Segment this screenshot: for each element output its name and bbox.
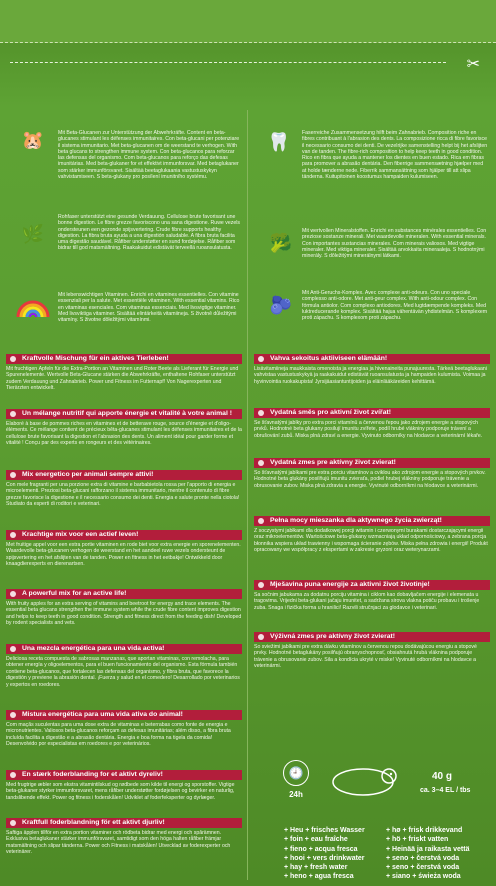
feeding-item: + foin + eau fraîche xyxy=(284,836,348,844)
portion-dose: ca. 3–4 EL / tbs xyxy=(420,787,471,794)
section-text: Com maçãs suculentas para uma dose extra de vitaminas e beterrabas como fonte de energia e micronutrientes. Valiosos beta-glucanos reforçam as defesas imunitárias; além disso, a fibra bruta incluída facilita a digestão e a abrasão dentária. Energia e boa forma na tigela da comida! Desenvolvido por especialistas em roedores e por veterinários. xyxy=(6,722,231,748)
benefit-block: Mit lebenswichtigen Vitaminen. Enrichi en vitamines essentielles. Con vitamine essenziali per la salute. Met essentiële vitaminen. With essential vitamins. Rico en vitaminas esenciales. Com vitaminas essenciais. Med livsvigtige vitaminer. Med livsviktiga vitaminer. Sisältää elintärkeitä vitamiineja. S životně důležitými vitamíny. S životne dôležitými vitamínmi. xyxy=(58,292,240,324)
feeding-list-right xyxy=(386,826,469,882)
feeding-item: + hooi + vers drinkwater xyxy=(284,854,365,862)
top-seal-strip xyxy=(0,0,496,43)
section-text: Élaboré à base de pommes riches en vitamines et de betterave rouge, source d'énergie et d'oligo-éléments. Ce mélange contient de précieux bêta-glucanes stimulant les défenses immunitaires et de la cellulose brute favorisant la digestion et l'abrasion des dents. Un aliment idéal pour garder forme et vitalité ! Conçu par des experts en rongeurs et des vétérinaires. xyxy=(6,421,242,447)
section-text: Z soczystymi jabłkami dla dodatkowej porcji witamin i czerwonymi burakami dostarczającymi energii oraz mikroelementów. Wartościowe beta-glukany wzmacniają układ odpornościowy, a zebrana porcja błonnika wspiera układ trawienny i wspomaga ścieranie zębów. Miska pełna zdrowia i energii! Produkt opracowany we współpracy z ekspertami w zakresie gryzoni oraz weterynarzami. xyxy=(254,528,488,554)
section-title: Vydatná zmes pre aktívny život zvierat! xyxy=(254,458,490,468)
feeding-item: + siano + świeża woda xyxy=(386,873,461,881)
benefit-block: Rohfaser unterstützt eine gesunde Verdauung. Cellulose brute favorisant une bonne digestion. Le fibre grezze favoriscono una sana digestione. Ruwe vezels ondersteunen een gezonde spijsvertering. Crude fibre supports healthy digestion. La fibra bruta ayuda a una digestión saludable. A fibra bruta facilita uma digestão saudável. Råfiber understøtter en sund fordøjelse. Råfiber som bidrar till god matsmältning. Raakakuidut edistävät terveellä ruoansulatusta. xyxy=(58,214,240,252)
portion-weight: 40 g xyxy=(432,771,453,782)
feeding-item: + fieno + acqua fresca xyxy=(284,845,358,853)
section-title: Una mezcla energética para una vida activa! xyxy=(6,644,242,654)
benefit-block: Mit Anti-Geruchs-Komplex. Avec complexe anti-odeurs. Con uno speciale complesso anti-odore. Met anti-geur complex. With anti-odour complex. Con fórmula antiolor. Com complexo antiodores. Med lugtdæmpende kompleks. Med luktreducerande komplex. Sisältää hajua vähentävän yhdistelmän. S komplexem proti zápachu. S komplexom proti zápachu. xyxy=(302,290,488,322)
section-text: So sviežimi jablkami pre extra dávku vitamínov a červenou repou dodávajúcou energiu a stopové prvky. Hodnotné betaglukány posilňujú obranyschopnosť, obsiahnutá hrubá vláknina podporuje trávenie a obrusovanie zubov. Sila a kondícia ukryté v miske! Vyvinuté odborníkmi na hlodavce a veterinármi. xyxy=(254,644,477,670)
section-title: Mješavina puna energije za aktivni život životinje! xyxy=(254,580,490,590)
feeding-time-info xyxy=(283,760,309,799)
vegetables-icon: 🥦 xyxy=(269,232,293,253)
clock-icon: 🕘 xyxy=(283,760,309,786)
feeding-item: + hö + friskt vatten xyxy=(386,836,449,844)
guinea-pig-icon xyxy=(325,760,401,798)
section-title: Un mélange nutritif qui apporte énergie et vitalité à votre animal ! xyxy=(6,409,242,419)
herbs-icon: 🌿 xyxy=(21,223,45,244)
benefit-block: Mit Beta-Glucanen zur Unterstützung der Abwehrkräfte. Content en beta-glucanes stimulant les défenses immunitaires. Con beta-glucani per potenziare il sistema immunitario. Met beta-glucanen om de weerstand te verhogen. With beta glucans to strengthen immune system. Con beta-glucanos para reforzar las defensas del organismo. Com beta-glucanos para reforço das defesas imunitárias. Med beta-glukaner for et effektivt immunforsvar. Med betaglukaner som stärker immunförsvaret. Sisältää beetaglukaania vastustuskykyn vahvistamiseen. S beta-glukany pro posílení imunitního systému. xyxy=(58,130,240,181)
section-text: Deliciosa receta compuesta de sabrosas manzanas, que aportan vitaminas, con remolacha, para obtener energía y oligoelementos, para el buen funcionamiento del organismo. Esta fórmula también contiene beta-glucanos, que fortalecen las defensas del organismo, y fibra bruta, que favorece la digestión y previene la abrasión dental. ¡Fuerza y salud en el comedero! Desarrollado por veterinarios y expertos en roedores. xyxy=(6,656,240,688)
section-text: Met fruitige appel voor een extra portie vitaminen en rode biet voor extra energie en sporenelementen. Waardevolle beta-glucanen verhogen de weerstand en het aandeel ruwe vezels ondersteunt de spijsvertering en het afslijten van de tanden. Power en fitness in het eetbakje! Ontwikkeld door knaagdierexperts en dierenartsen. xyxy=(6,542,241,568)
cut-line xyxy=(10,62,446,63)
section-text: Med frugtrige æbler som ekstra vitamintilskud og rødbede som kilde til energi og sporstoffer. Vigtige beta-glukaner styrker immunforsvaret, mens råfiber understøtter fordøjelsen og bevirker en naturlig, tandslibende effekt. Power og fitness i foderskålen! Udviklet af foderfeksperter og dyrlæger. xyxy=(6,782,235,801)
tooth-icon: 🦷 xyxy=(267,131,291,152)
guinea-pig-icon: 🐹 xyxy=(21,129,45,150)
section-title: Pełna mocy mieszanka dla aktywnego życia zwierząt! xyxy=(254,516,490,526)
feeding-item: + Heu + frisches Wasser xyxy=(284,827,365,834)
section-title: En stærk foderblanding for et aktivt dyreliv! xyxy=(6,770,242,780)
feeding-item: + hø + frisk drikkevand xyxy=(386,827,463,834)
section-text: So šťavnatými jablkami pre extra porciu vitamínov a cviklou ako zdrojom energie a stopových prvkov. Hodnotné beta glukány posilňujú imunitu zvieraťa, podiel hrubej vlákniny podporuje trávenie a obrusovanie zubov. Miska plná zdravia a energie. Vyvinuté odborníkmi na hlodavce a veterinármi. xyxy=(254,470,486,489)
scissors-icon: ✂ xyxy=(466,56,480,73)
section-title: Mix energetico per animali sempre attivi! xyxy=(6,470,242,480)
feeding-item: + heno + agua fresca xyxy=(284,873,354,881)
section-title: Krachtige mix voor een actief leven! xyxy=(6,530,242,540)
section-title: Vahva sekoitus aktiiviseen elämään! xyxy=(254,354,490,364)
berries-icon: 🫐 xyxy=(269,294,293,315)
benefit-block: Mit wertvollen Mineralstoffen. Enrichi en substances minérales essentielles. Con preziose sostanze minerali. Met waardevolle mineralen. With essential minerals. Con importantes sustancias minerales. Com minerais valiosos. Med vigtige mineraler. Med viktiga mineraler. Sisältää arvokkaita mineraaleja. S hodnotnými minerály. S dôležitými minerálnymi látkami. xyxy=(302,228,487,260)
section-text: Con mele fragranti per una porzione extra di vitamine e barbabietola rossa per l'apporto di energia e microelementi. Preziosi beta-glucani rafforzano il sistema immunitario, mentre il contenuto di fibre grezze favorisce la digestione e il necessario consumo dei denti. Energia e salute pronte nella ciotola! Studiato da esperti di roditori e veterinari. xyxy=(6,482,240,508)
section-text: Sa sočnim jabukama za dodatnu porciju vitamina i ciklom kao dobavljačem energije i elemenata u tragovima. Vrijedni beta-glukani jačaju imunitet, a sadržana sirova vlakna potiču probavu i trošenje zuba. Snaga i fizička forma u hranilici! Razvili stručnjaci za glodavce i veterinari. xyxy=(254,592,480,611)
section-title: Kraftfull foderblandning för ett aktivt djurliv! xyxy=(6,818,242,828)
section-title: Vydatná směs pro aktivní život zvířat! xyxy=(254,408,490,418)
column-divider xyxy=(247,110,248,880)
section-text: Se šťavnatými jablky pro extra porci vitamínů a červenou řepou jako zdrojem energie a stopových prvků. Hodnotné beta glukany posilují imunitu zvířete, podíl hrubé vlákniny podporuje trávení a obrušování zubů. Miska plná zdraví a energie. Vyvinuto odborníky na hlodavce a veterinární lékaře. xyxy=(254,420,483,439)
section-title: Kraftvolle Mischung für ein aktives Tierleben! xyxy=(6,354,242,364)
feeding-item: + Heinää ja raikasta vettä xyxy=(386,845,470,853)
section-text: Lisävitamiineja maukkaista omenoista ja energiaa ja hivenaineita punajuuresta. Tärkeä beetaglukaani vahvistaa vastustuskykyä ja raakakuidut edistävät ruoansulatusta ja hampaiden kulumista. Voimaa ja hyvinvointia ruokakupista! Jyrsijäasiantuntijoiden ja eläinlääkäreiden kehittämä. xyxy=(254,366,487,385)
section-title: Výživná zmes pre aktívny život zvierat! xyxy=(254,632,490,642)
section-title: A powerful mix for an active life! xyxy=(6,589,242,599)
feeding-item: + hay + fresh water xyxy=(284,864,348,872)
section-text: Saftiga äpplen tillför en extra portion vitaminer och rödbeta bidrar med energi och spårämnen. Exklusiva betaglukaner stärker immunförsvaret, samtidigt som den höga halten råfiber främjar matsmältning och slipar tänderna. Power och Fitness i matskålen! Utvecklad av foderexperter och veterinärer. xyxy=(6,830,231,856)
benefit-block: Faserreiche Zusammensetzung hilft beim Zahnabrieb. Composition riche en fibres contribuant à l'abrasion des dents. La composizione ricca di fibre favorisce il necessario consumo dei denti. De vezelrijke samenstelling helpt bij het afslijten van de tanden. The fibre-rich composition to help keep teeth in good condition. Rico en fibra que ayuda a mantener los dientes en buen estado. Rica em fibras para promover a abrasão dentária. Den fiberrige sammensætning hjælper med at holde tænderne nede. Fiberrik sammansättning som hjälper till att slipa tänderna. Kuitupitoinen koostumus hampaiden kulumiseen. xyxy=(302,130,488,181)
section-text: Mit fruchtigen Äpfeln für die Extra-Portion an Vitaminen und Roter Beete als Lieferant für Energie und Spurenelemente. Wertvolle Beta-Glucane stärken die Abwehrkräfte, enthaltene Rohfaser unterstützt zudem Verdauung und Zahnabrieb. Power und Fitness im Futternapf! Von Nagerexperten und Tierärzten entwickelt. xyxy=(6,366,239,392)
feeding-list-left xyxy=(284,826,365,882)
feeding-item: + seno + čerstvá voda xyxy=(386,864,460,872)
feeding-item: + seno + čerstvá voda xyxy=(386,854,460,862)
section-title: Mistura energética para uma vida ativa do animal! xyxy=(6,710,242,720)
time-label: 24h xyxy=(289,790,303,799)
section-text: With fruity apples for an extra serving of vitamins and beetroot for energy and trace elements. The essential beta glucans strengthen the immune system while the crude fibre content improves digestion and helps to keep teeth in good condition. Strength and fitness direct from the feeding dish! Developed by rodent specialists and vets. xyxy=(6,601,242,627)
rainbow-icon xyxy=(16,292,50,320)
